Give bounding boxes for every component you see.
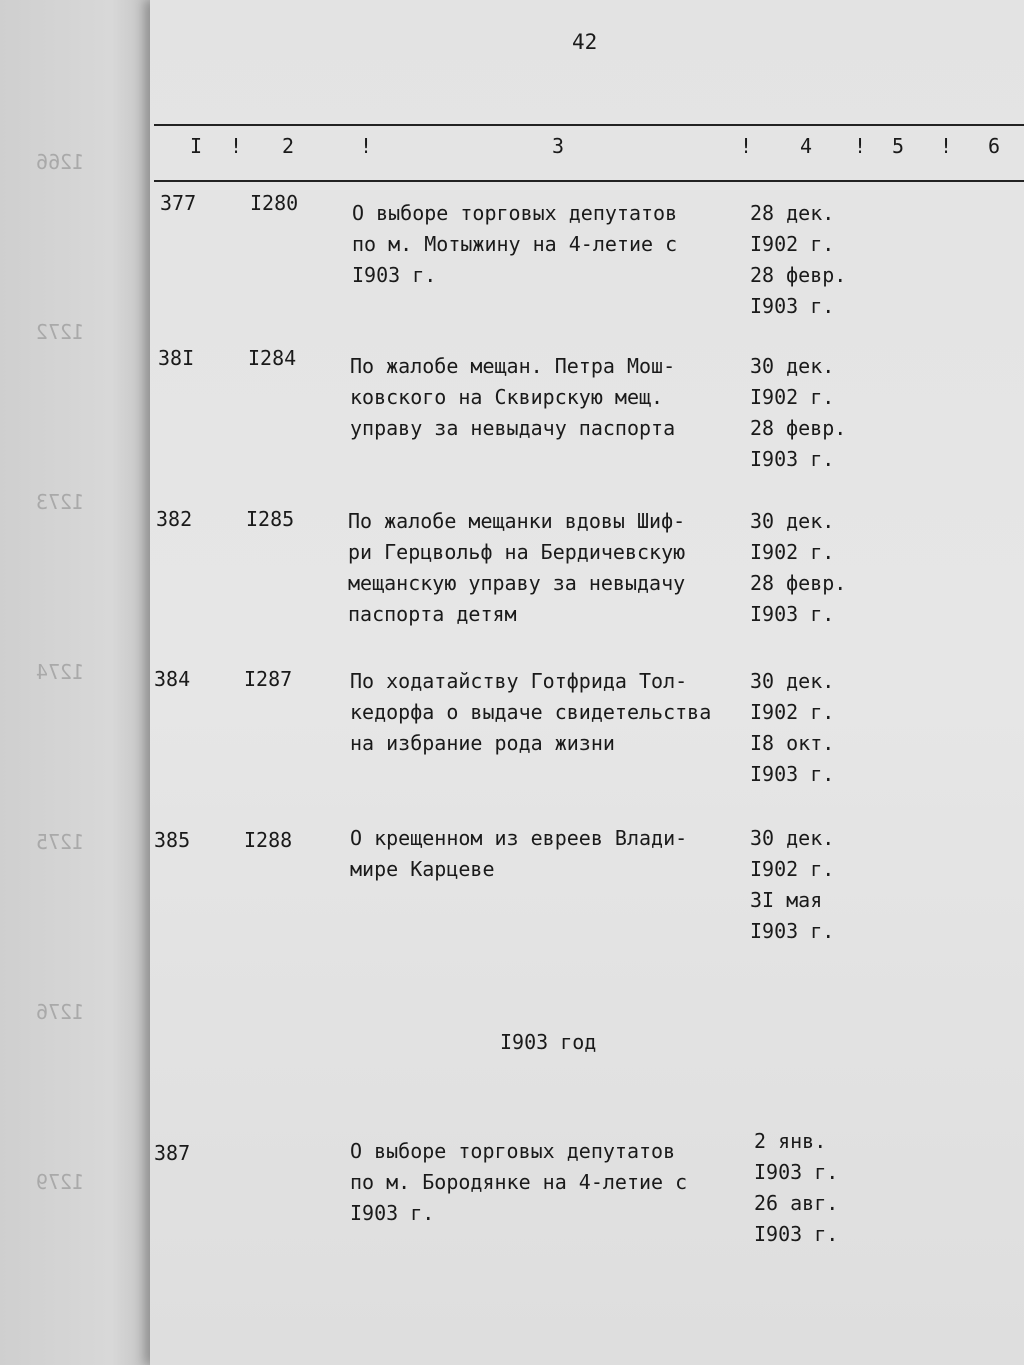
record-title: По жалобе мещанки вдовы Шиф- ри Герцвольф на Бердичевскую мещанскую управу за невыдачу паспорта детям [348, 509, 686, 626]
file-number: I280 [250, 191, 299, 215]
column-header-2: 2 [282, 134, 295, 158]
file-number: I285 [246, 507, 295, 531]
page-number: 42 [572, 30, 598, 54]
file-number: I288 [244, 828, 293, 852]
record-number: 38I [158, 346, 195, 370]
bleed-through-number: 1274 [36, 660, 85, 684]
file-number: I284 [248, 346, 297, 370]
column-header-4: 4 [800, 134, 813, 158]
bleed-through-number: 1272 [36, 320, 85, 344]
record-number: 377 [160, 191, 197, 215]
record-number: 384 [154, 667, 191, 691]
document-page [150, 0, 1024, 1365]
column-separator: ! [230, 134, 243, 158]
record-dates: 2 янв. I903 г. 26 авг. I903 г. [754, 1129, 839, 1246]
bleed-through-number: 1276 [36, 1000, 85, 1024]
record-title: По жалобе мещан. Петра Мош- ковского на Сквирскую мещ. управу за невыдачу паспорта [350, 354, 676, 440]
record-number: 382 [156, 507, 193, 531]
column-separator: ! [360, 134, 373, 158]
facing-page-edge [0, 0, 160, 1365]
column-header-6: 6 [988, 134, 1001, 158]
record-dates: 30 дек. I902 г. 3I мая I903 г. [750, 826, 835, 943]
record-number: 385 [154, 828, 191, 852]
record-dates: 30 дек. I902 г. 28 февр. I903 г. [750, 509, 847, 626]
header-bottom-rule [154, 180, 1024, 182]
section-heading-year: I903 год [500, 1030, 597, 1054]
record-title: О выборе торговых депутатов по м. Мотыжину на 4-летие с I903 г. [352, 201, 678, 287]
column-header-3: 3 [552, 134, 565, 158]
column-separator: ! [940, 134, 953, 158]
file-number: I287 [244, 667, 293, 691]
record-title: О крещенном из евреев Влади- мире Карцеве [350, 826, 688, 881]
record-title: По ходатайству Готфрида Тол- кедорфа о выдаче свидетельства на избрание рода жизни [350, 669, 712, 755]
column-separator: ! [854, 134, 867, 158]
column-header-1: I [190, 134, 203, 158]
bleed-through-number: 1279 [36, 1170, 85, 1194]
column-header-5: 5 [892, 134, 905, 158]
bleed-through-number: 1275 [36, 830, 85, 854]
column-separator: ! [740, 134, 753, 158]
record-number: 387 [154, 1141, 191, 1165]
record-dates: 30 дек. I902 г. 28 февр. I903 г. [750, 354, 847, 471]
record-dates: 28 дек. I902 г. 28 февр. I903 г. [750, 201, 847, 318]
header-top-rule [154, 124, 1024, 126]
record-dates: 30 дек. I902 г. I8 окт. I903 г. [750, 669, 835, 786]
bleed-through-number: 1273 [36, 490, 85, 514]
record-title: О выборе торговых депутатов по м. Бородянке на 4-летие с I903 г. [350, 1139, 688, 1225]
bleed-through-number: 1266 [36, 150, 85, 174]
